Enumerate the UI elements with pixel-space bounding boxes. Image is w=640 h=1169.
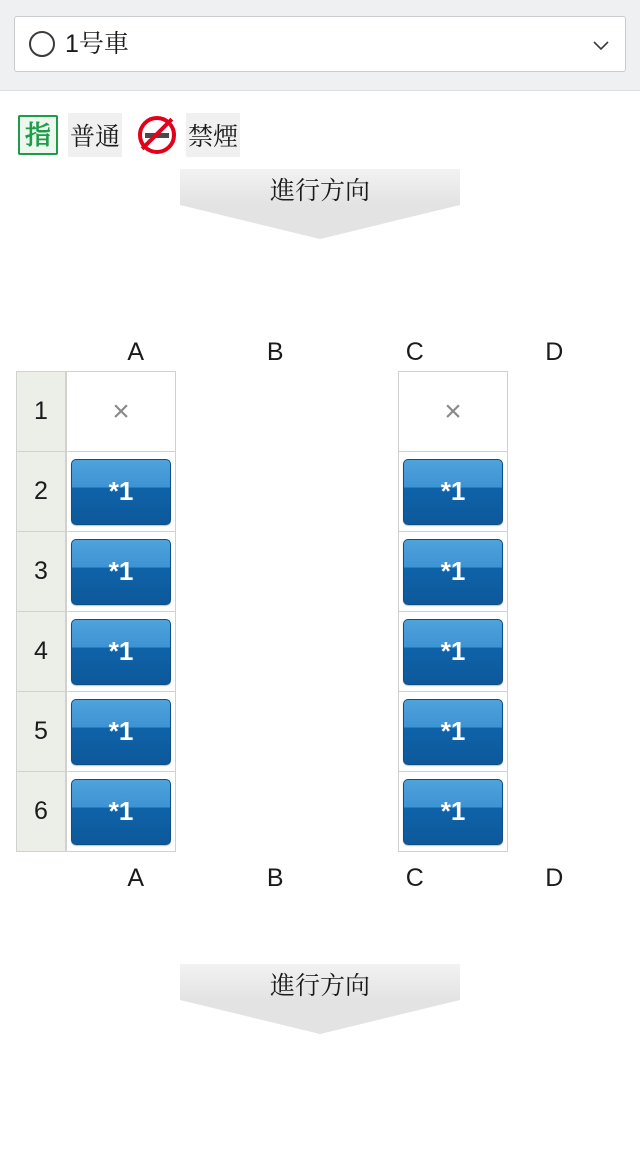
column-header-b: B — [266, 337, 284, 366]
seat-column-a — [66, 371, 176, 852]
seat-button-2d[interactable]: *1 — [403, 459, 503, 525]
row-number-column — [16, 371, 66, 852]
aisle-gap — [176, 371, 398, 852]
circle-icon — [29, 31, 55, 57]
smoking-label: 禁煙 — [186, 113, 240, 157]
seat-button-3d[interactable]: *1 — [403, 539, 503, 605]
seat-class-label: 普通 — [68, 113, 122, 157]
row-number: 2 — [17, 452, 65, 532]
column-headers-top — [16, 333, 624, 371]
column-footer-c: C — [405, 863, 424, 892]
column-footer-d: D — [545, 863, 564, 892]
seat-cell-5d — [399, 692, 507, 772]
legend — [0, 91, 640, 157]
seat-button-4d[interactable]: *1 — [403, 619, 503, 685]
seat-cell-6d — [399, 772, 507, 852]
car-select-value: 1号車 — [65, 29, 129, 58]
seat-cell-1d — [399, 372, 507, 452]
unavailable-icon: × — [112, 394, 130, 428]
no-smoking-icon — [138, 116, 176, 154]
seat-cell-4a — [67, 612, 175, 692]
seat-cell-4d — [399, 612, 507, 692]
reserved-seat-badge: 指 — [18, 115, 58, 155]
seat-cell-3d — [399, 532, 507, 612]
seat-cell-2a — [67, 452, 175, 532]
row-number: 1 — [17, 372, 65, 452]
row-number: 3 — [17, 532, 65, 612]
seat-button-5d[interactable]: *1 — [403, 699, 503, 765]
column-header-c: C — [405, 337, 424, 366]
car-select[interactable] — [14, 16, 626, 72]
seat-cell-1a — [67, 372, 175, 452]
seat-cell-3a — [67, 532, 175, 612]
seat-button-2a[interactable]: *1 — [71, 459, 171, 525]
seat-column-d — [398, 371, 508, 852]
seat-button-4a[interactable]: *1 — [71, 619, 171, 685]
seat-button-5a[interactable]: *1 — [71, 699, 171, 765]
column-headers-bottom — [16, 854, 624, 902]
column-footer-b: B — [266, 863, 284, 892]
seat-button-6d[interactable]: *1 — [403, 779, 503, 845]
seat-button-6a[interactable]: *1 — [71, 779, 171, 845]
column-header-d: D — [545, 337, 564, 366]
seat-cell-6a — [67, 772, 175, 852]
row-number: 5 — [17, 692, 65, 772]
row-number: 6 — [17, 772, 65, 852]
seat-button-3a[interactable]: *1 — [71, 539, 171, 605]
column-header-a: A — [127, 337, 145, 366]
car-select-bar — [0, 0, 640, 91]
direction-label-top: 進行方向 — [269, 177, 370, 205]
seat-map — [0, 333, 640, 902]
direction-label-bottom: 進行方向 — [269, 972, 370, 1000]
seat-grid — [16, 371, 624, 852]
chevron-down-icon[interactable] — [593, 38, 609, 54]
seat-cell-5a — [67, 692, 175, 772]
seat-cell-2d — [399, 452, 507, 532]
row-number: 4 — [17, 612, 65, 692]
unavailable-icon: × — [444, 394, 462, 428]
direction-indicator-bottom — [0, 964, 640, 1036]
direction-indicator-top — [0, 169, 640, 241]
column-footer-a: A — [127, 863, 145, 892]
